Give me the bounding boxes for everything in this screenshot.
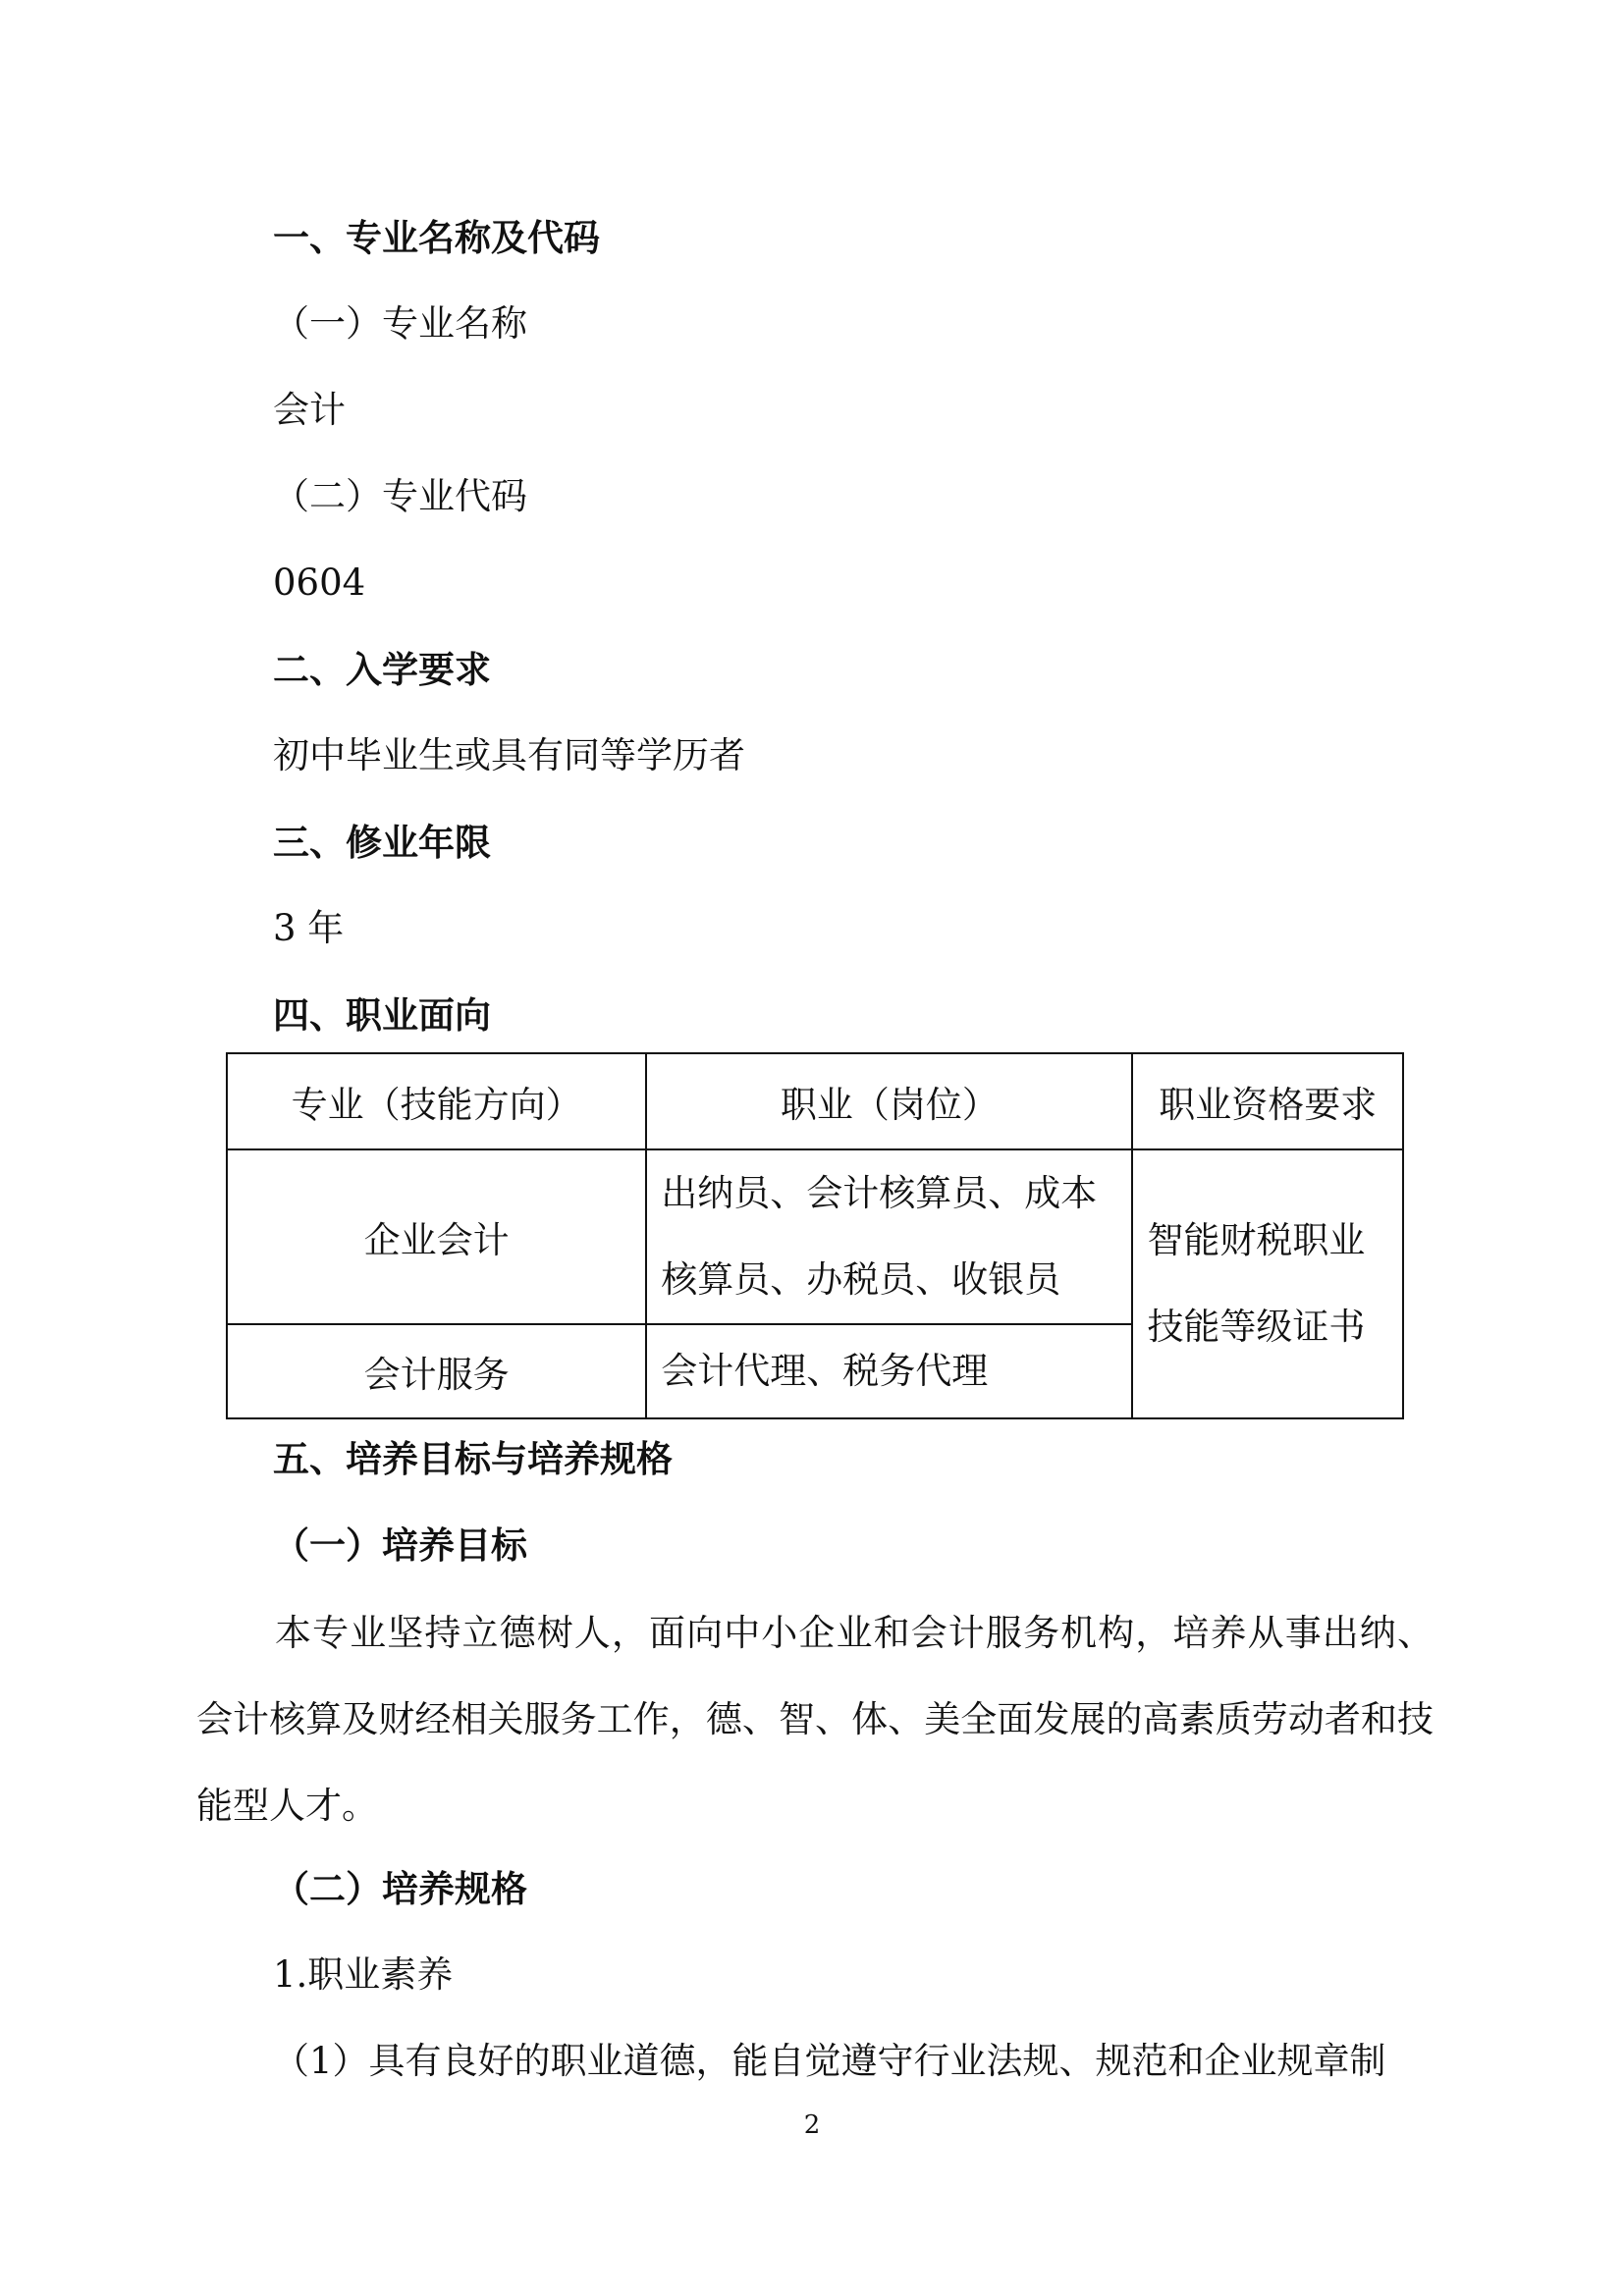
cell-direction: 企业会计 xyxy=(227,1149,646,1324)
major-code-value: 0604 xyxy=(273,561,366,604)
table-header-row xyxy=(227,1053,1403,1149)
career-orientation-table xyxy=(226,1052,1404,1419)
training-goal-paragraph: 本专业坚持立德树人，面向中小企业和会计服务机构，培养从事出纳、会计核算及财经相关服务工作，德、智、体、美全面发展的高素质劳动者和技能型人才。 xyxy=(196,1612,1434,1827)
section-1-sub-1: （一）专业名称 xyxy=(273,302,527,345)
entry-requirement-value: 初中毕业生或具有同等学历者 xyxy=(273,734,745,776)
page-number: 2 xyxy=(803,2110,821,2140)
section-4-title: 四、职业面向 xyxy=(273,993,491,1037)
header-qualification: 职业资格要求 xyxy=(1132,1053,1403,1149)
study-duration-value: 3 年 xyxy=(273,907,345,949)
item-1-1: （1）具有良好的职业道德，能自觉遵守行业法规、规范和企业规章制 xyxy=(273,2040,1386,2082)
section-5-sub-2: （二）培养规格 xyxy=(273,1867,527,1910)
item-professional-quality: 1.职业素养 xyxy=(273,1953,454,1996)
section-3-title: 三、修业年限 xyxy=(273,821,491,864)
cell-positions: 会计代理、税务代理 xyxy=(646,1324,1132,1418)
section-1-sub-2: （二）专业代码 xyxy=(273,475,527,517)
cell-positions: 出纳员、会计核算员、成本核算员、办税员、收银员 xyxy=(646,1149,1132,1324)
cell-direction: 会计服务 xyxy=(227,1324,646,1418)
section-1-title: 一、专业名称及代码 xyxy=(273,216,600,259)
header-direction: 专业（技能方向） xyxy=(227,1053,646,1149)
section-5-sub-1: （一）培养目标 xyxy=(273,1523,527,1567)
section-5-title: 五、培养目标与培养规格 xyxy=(273,1437,673,1480)
section-2-title: 二、入学要求 xyxy=(273,648,491,691)
table-row xyxy=(227,1149,1403,1324)
header-position: 职业（岗位） xyxy=(646,1053,1132,1149)
cell-qualification: 智能财税职业技能等级证书 xyxy=(1132,1149,1403,1418)
major-name-value: 会计 xyxy=(273,389,346,431)
